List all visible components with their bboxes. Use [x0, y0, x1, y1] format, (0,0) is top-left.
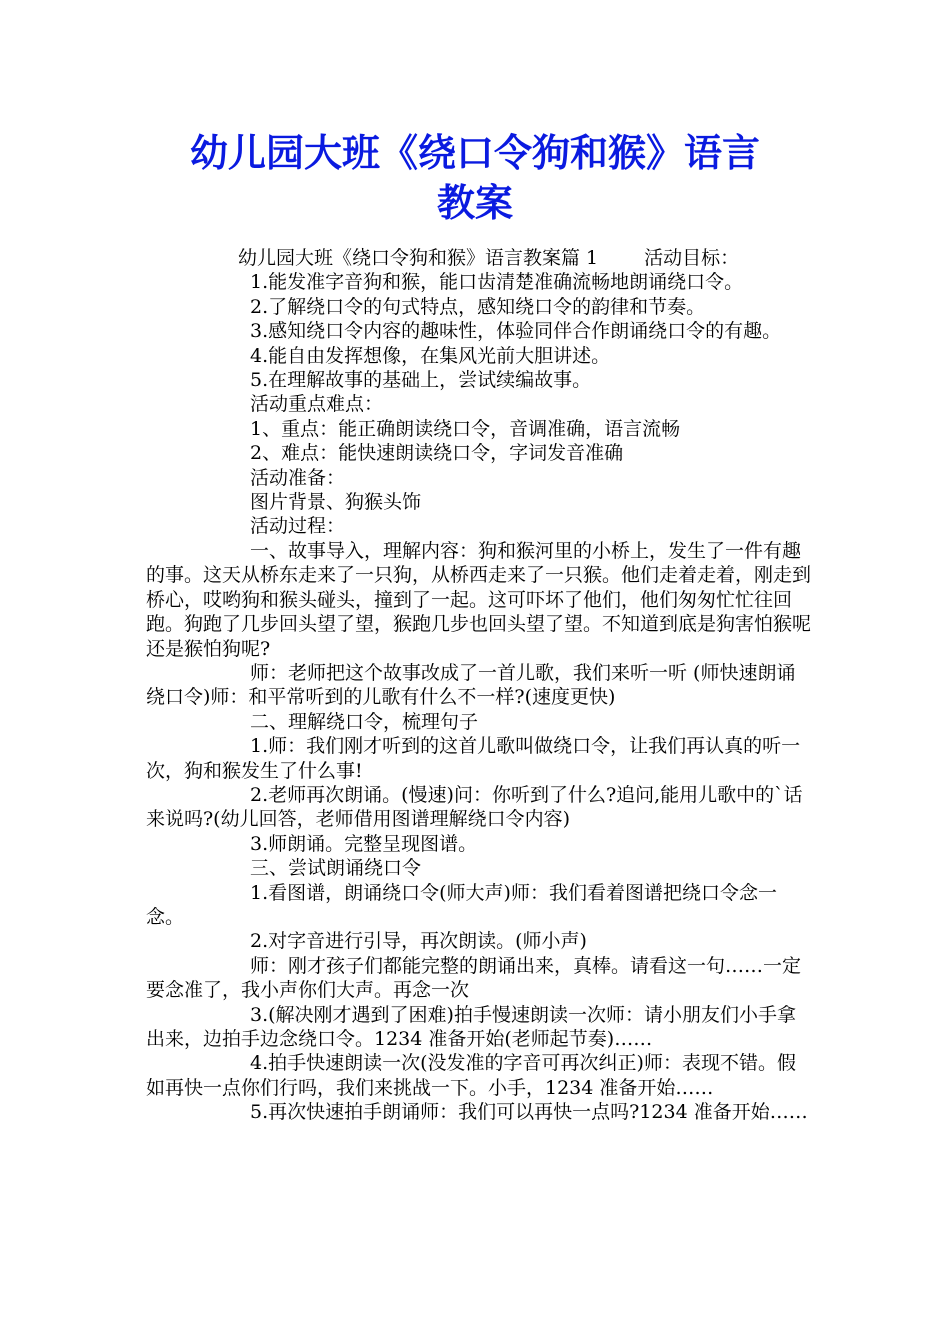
document-title	[140, 128, 810, 228]
paragraph: 1.能发准字音狗和猴，能口齿清楚准确流畅地朗诵绕口令。	[250, 271, 744, 294]
section-heading: 二、理解绕口令，梳理句子	[250, 710, 479, 733]
paragraph: 3.感知绕口令内容的趣味性，体验同伴合作朗诵绕口令的有趣。	[250, 320, 782, 343]
paragraph: 4.能自由发挥想像，在集风光前大胆讲述。	[250, 344, 611, 367]
paragraph: 2.老师再次朗诵。(慢速)问：你听到了什么?追问,能用儿歌中的`话来说吗?(幼儿回答，老师借用图谱理解绕口令内容)	[146, 783, 803, 831]
paragraph: 1.看图谱，朗诵绕口令(师大声)师：我们看着图谱把绕口令念一念。	[146, 881, 777, 928]
paragraph: 2.对字音进行引导，再次朗读。(师小声)	[250, 930, 587, 953]
section-heading: 活动过程：	[250, 515, 346, 538]
paragraph: 4.拍手快速朗读一次(没发准的字音可再次纠正)师：表现不错。假如再快一点你们行吗，我们来挑战一下。小手，1234 准备开始……	[146, 1052, 796, 1099]
title-line-1: 幼儿园大班《绕口令狗和猴》语言	[189, 130, 760, 175]
document-body	[146, 246, 814, 1125]
paragraph: 3.(解决刚才遇到了困难)拍手慢速朗读一次师：请小朋友们小手拿出来，边拍手边念绕口令。1234 准备开始(老师起节奏)……	[146, 1003, 796, 1050]
intro-line	[146, 246, 814, 270]
paragraph: 一、故事导入，理解内容：狗和猴河里的小桥上，发生了一件有趣的事。这天从桥东走来了一只狗，从桥西走来了一只猴。他们走着走着，刚走到桥心，哎哟狗和猴头碰头，撞到了一起。这可吓坏了他们，他们匆匆忙忙往回跑。狗跑了几步回头望了望，猴跑几步也回头望了望。不知道到底是狗害怕猴呢还是猴怕狗呢?	[146, 539, 812, 660]
paragraph: 2.了解绕口令的句式特点，感知绕口令的韵律和节奏。	[250, 295, 706, 318]
paragraph: 图片背景、狗猴头饰	[250, 491, 422, 514]
section-heading: 三、尝试朗诵绕口令	[250, 857, 422, 880]
section-heading: 活动准备：	[250, 466, 346, 489]
paragraph: 5.在理解故事的基础上，尝试续编故事。	[250, 369, 592, 392]
paragraph: 1.师：我们刚才听到的这首儿歌叫做绕口令，让我们再认真的听一次，狗和猴发生了什么事!	[146, 735, 801, 782]
goals-label: 活动目标：	[644, 247, 740, 269]
paragraph: 师：刚才孩子们都能完整的朗诵出来，真棒。请看这一句……一定要念准了，我小声你们大声。再念一次	[146, 954, 802, 1002]
paragraph: 师：老师把这个故事改成了一首儿歌，我们来听一听 (师快速朗诵绕口令)师：和平常听到的儿歌有什么不一样?(速度更快)	[146, 661, 796, 709]
paragraph: 1、重点：能正确朗读绕口令，音调准确，语言流畅	[250, 417, 681, 440]
paragraph: 2、难点：能快速朗读绕口令，字词发音准确	[250, 442, 624, 465]
section-heading: 活动重点难点：	[250, 393, 384, 416]
intro-heading: 幼儿园大班《绕口令狗和猴》语言教案篇 1	[238, 247, 599, 269]
title-line-2: 教案	[436, 180, 513, 225]
paragraph: 5.再次快速拍手朗诵师：我们可以再快一点吗?1234 准备开始……	[250, 1101, 808, 1124]
paragraph: 3.师朗诵。完整呈现图谱。	[250, 832, 478, 855]
